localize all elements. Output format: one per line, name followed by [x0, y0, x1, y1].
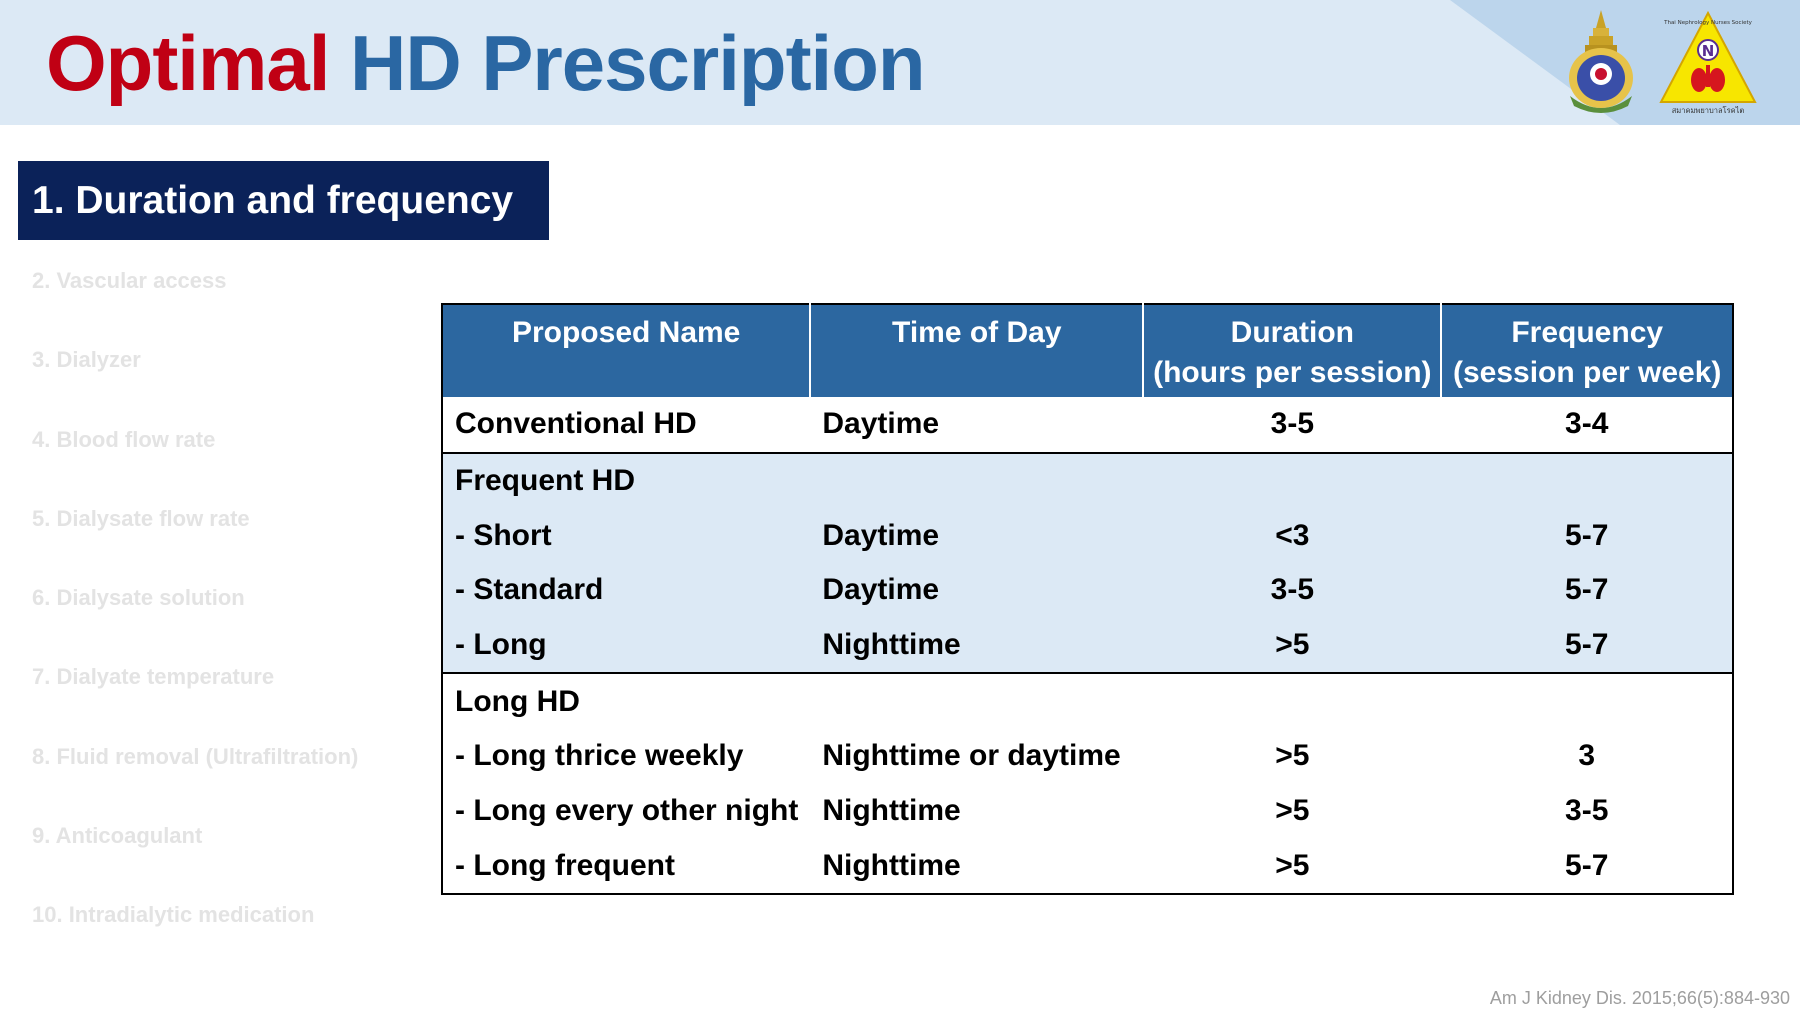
cell-time: Daytime [810, 563, 1143, 618]
topic-item: 9. Anticoagulant [32, 823, 203, 849]
topic-item: 3. Dialyzer [32, 347, 141, 373]
topic-item: 6. Dialysate solution [32, 585, 245, 611]
table-row [442, 618, 1733, 674]
table-row [442, 784, 1733, 839]
group-frequent-hd [442, 453, 1733, 674]
logo-thai-caption: สมาคมพยาบาลโรคไต [1671, 106, 1745, 115]
cell-frequency: 3-5 [1441, 784, 1733, 839]
topic-item: 10. Intradialytic medication [32, 902, 315, 928]
topic-list [32, 262, 358, 976]
slide-title [46, 18, 925, 109]
topic-item: 5. Dialysate flow rate [32, 505, 250, 531]
cell-time: Nighttime [810, 784, 1143, 839]
cell-duration: 3-5 [1143, 397, 1441, 453]
header-time-of-day: Time of Day [810, 304, 1143, 397]
cell-name: - Long thrice weekly [442, 729, 810, 784]
title-word-optimal: Optimal [46, 19, 330, 107]
cell-frequency: 5-7 [1441, 618, 1733, 674]
cell-duration: <3 [1143, 508, 1441, 563]
cell-duration: >5 [1143, 839, 1441, 895]
cell-duration: >5 [1143, 618, 1441, 674]
hd-prescription-table [441, 303, 1734, 895]
active-topic-heading: 1. Duration and frequency [18, 161, 549, 240]
table-row [442, 563, 1733, 618]
cell-frequency: 5-7 [1441, 839, 1733, 895]
group-conventional [442, 397, 1733, 453]
cell-frequency: 5-7 [1441, 508, 1733, 563]
royal-emblem-icon [1562, 8, 1640, 116]
cell-time: Daytime [810, 508, 1143, 563]
topic-item: 4. Blood flow rate [32, 426, 216, 452]
cell-name: - Long every other night [442, 784, 810, 839]
table-group-label-row [442, 673, 1733, 729]
table-row [442, 397, 1733, 453]
cell-frequency: 3-4 [1441, 397, 1733, 453]
group-label: Long HD [442, 673, 810, 729]
cell-time: Nighttime [810, 839, 1143, 895]
logo-letter-n: N [1701, 42, 1715, 60]
header-proposed-name: Proposed Name [442, 304, 810, 397]
cell-frequency: 3 [1441, 729, 1733, 784]
cell-name: Conventional HD [442, 397, 810, 453]
table-row [442, 508, 1733, 563]
cell-duration: >5 [1143, 729, 1441, 784]
table-group-label-row [442, 453, 1733, 509]
nephrology-nurses-society-logo [1658, 10, 1758, 116]
cell-time: Nighttime [810, 618, 1143, 674]
table-header [442, 304, 1733, 397]
cell-name: - Long frequent [442, 839, 810, 895]
cell-duration: 3-5 [1143, 563, 1441, 618]
cell-name: - Long [442, 618, 810, 674]
citation: Am J Kidney Dis. 2015;66(5):884-930 [1489, 988, 1790, 1008]
cell-duration: >5 [1143, 784, 1441, 839]
header-frequency: Frequency (session per week) [1441, 304, 1733, 397]
topic-item: 7. Dialyate temperature [32, 664, 275, 690]
logo-society-name: Thai Nephrology Nurses Society [1664, 20, 1752, 26]
cell-time: Daytime [810, 397, 1143, 453]
cell-frequency: 5-7 [1441, 563, 1733, 618]
topic-item: 2. Vascular access [32, 268, 227, 293]
group-label: Frequent HD [442, 453, 810, 509]
table-row [442, 729, 1733, 784]
group-long-hd [442, 673, 1733, 894]
header-duration: Duration (hours per session) [1143, 304, 1441, 397]
cell-time: Nighttime or daytime [810, 729, 1143, 784]
topic-item: 8. Fluid removal (Ultrafiltration) [32, 743, 359, 769]
cell-name: - Standard [442, 563, 810, 618]
title-word-hd-prescription: HD Prescription [350, 19, 925, 107]
table-row [442, 839, 1733, 895]
cell-name: - Short [442, 508, 810, 563]
